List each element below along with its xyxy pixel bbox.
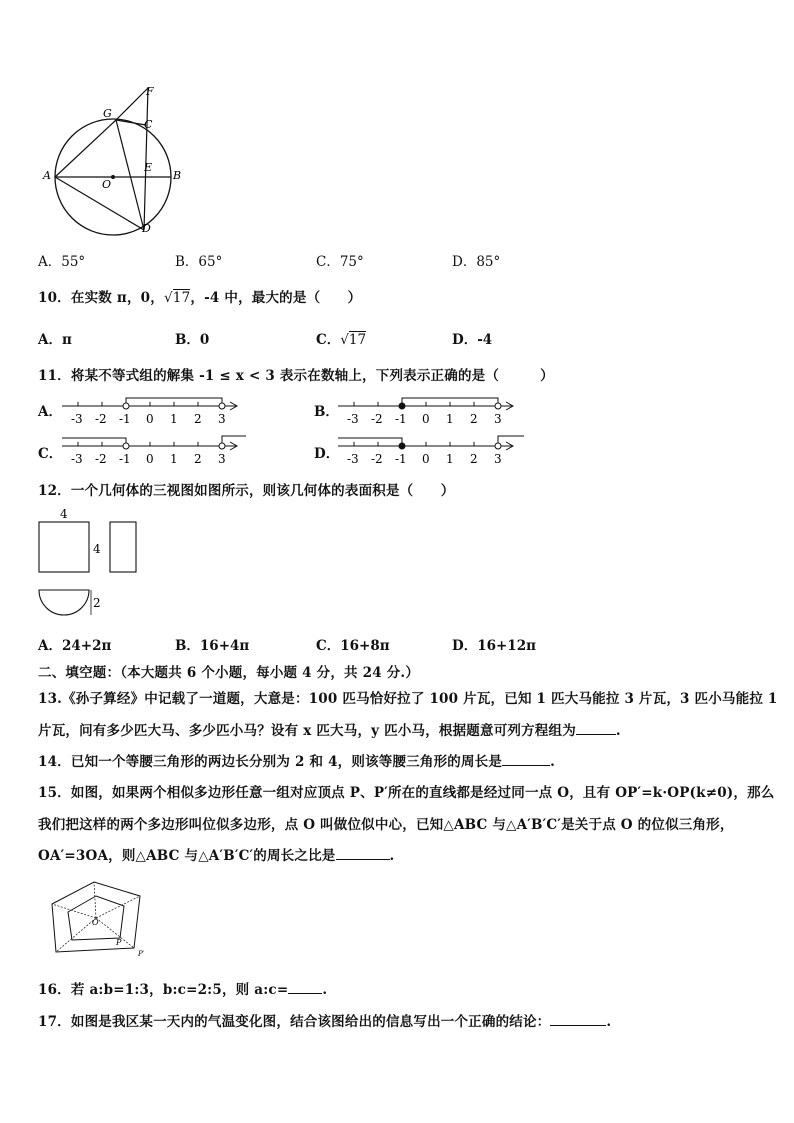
label-g: G [103,107,112,120]
svg-text:1: 1 [170,412,178,426]
section-heading: 二、填空题：（本大题共 6 个小题，每小题 4 分，共 24 分.） [38,665,420,681]
numberline-b [336,394,518,428]
q12-option-b: B．16+4π [175,638,250,654]
q11-option-b-label: B． [314,404,339,420]
three-view-figure [34,504,154,628]
label-e: E [144,161,153,174]
svg-text:-2: -2 [95,412,107,426]
q11-option-d-label: D． [314,446,340,462]
q10-option-d: D．-4 [452,332,493,348]
numberline-d [336,434,528,468]
q12-stem: 12．一个几何体的三视图如图所示，则该几何体的表面积是（ ） [38,483,455,499]
dim-top: 4 [60,507,68,521]
q12-option-a: A．24+2π [38,638,112,654]
sqrt-icon: √ [340,332,349,348]
q9-option-a: A．55° [38,254,86,270]
circle-figure [36,78,186,238]
svg-text:-2: -2 [95,452,107,466]
q10-stem-post: ，-4 中，最大的是（ ） [190,290,362,306]
svg-text:2: 2 [194,412,202,426]
line-gf [116,88,148,120]
svg-text:2: 2 [470,412,478,426]
dim-bottom: 2 [93,596,101,610]
label-p-prime: P′ [138,950,145,958]
q9-option-d: D．85° [452,254,501,270]
svg-text:2: 2 [194,452,202,466]
svg-text:2: 2 [470,452,478,466]
svg-text:-3: -3 [347,452,359,466]
svg-text:0: 0 [146,412,154,426]
sqrt-icon: √ [163,290,173,306]
svg-text:1: 1 [446,452,454,466]
q15-line1: 15．如图，如果两个相似多边形任意一组对应顶点 P、P′所在的直线都是经过同一点 O，且有 OP′=k·OP(k≠0)，那么 [38,785,775,801]
q14: 14．已知一个等腰三角形的两边长分别为 2 和 4，则该等腰三角形的周长是 . [38,754,555,770]
label-b: B [173,169,182,182]
svg-text:1: 1 [170,452,178,466]
label-f: F [146,85,154,98]
q16: 16．若 a:b=1:3，b:c=2:5，则 a:c= . [38,982,328,998]
q15-line3: OA′=3OA，则△ABC 与△A′B′C′的周长之比是 . [38,848,395,864]
q12-option-c: C．16+8π [316,638,390,654]
answer-blank[interactable] [550,1013,606,1026]
q12-option-d: D．16+12π [452,638,536,654]
homothety-figure [46,876,156,960]
q10-option-a: A．π [38,332,72,348]
svg-text:-1: -1 [395,452,407,466]
label-d: D [142,222,151,235]
svg-text:3: 3 [218,452,226,466]
q15-line2: 我们把这样的两个多边形叫位似多边形，点 O 叫做位似中心，已知△ABC 与△A′B′C′是关于点 O 的位似三角形， [38,817,734,833]
chord-ad [55,177,144,230]
svg-text:3: 3 [218,412,226,426]
chord-gd [116,120,144,230]
label-a: A [43,169,51,182]
top-view [39,590,89,615]
front-view [39,522,89,572]
numberline-c [60,434,250,468]
q10-option-c-val: 17 [348,332,367,348]
label-o: O [102,178,112,191]
label-c: C [144,118,153,131]
svg-text:3: 3 [494,412,502,426]
q13-line1: 13.《孙子算经》中记载了一道题，大意是：100 匹马恰好拉了 100 片瓦，已知 1 匹大马能拉 3 片瓦，3 匹小马能拉 1 [38,691,778,707]
svg-text:0: 0 [422,452,430,466]
svg-text:-1: -1 [119,452,131,466]
label-o: O [92,918,99,927]
answer-blank[interactable] [576,722,616,735]
q11-option-c-label: C． [38,446,63,462]
q11-stem: 11．将某不等式组的解集 -1 ≤ x < 3 表示在数轴上，下列表示正确的是（ ） [38,368,554,384]
q13-line2: 片瓦，问有多少匹大马、多少匹小马？设有 x 匹大马，y 匹小马，根据题意可列方程组为 . [38,723,621,739]
q10-option-b: B．0 [175,332,210,348]
svg-text:0: 0 [422,412,430,426]
svg-text:0: 0 [146,452,154,466]
line-fd [144,88,148,230]
svg-text:-1: -1 [395,412,407,426]
answer-blank[interactable] [502,753,550,766]
center-point [111,175,115,179]
q9-option-b: B．65° [175,254,223,270]
q10-stem [38,286,361,306]
answer-blank[interactable] [288,981,322,994]
svg-text:3: 3 [494,452,502,466]
q17: 17．如图是我区某一天内的气温变化图，结合该图给出的信息写出一个正确的结论： . [38,1014,612,1030]
q10-option-c-prefix: C． [316,332,341,348]
chord-ag [55,120,116,177]
svg-text:-3: -3 [71,452,83,466]
q11-option-a-label: A． [38,404,62,420]
q9-option-c: C．75° [316,254,364,270]
q10-stem-pre: 10．在实数 π，0， [38,290,164,306]
numberline-a [60,394,242,428]
svg-text:-2: -2 [371,412,383,426]
answer-blank[interactable] [336,847,390,860]
svg-text:-3: -3 [347,412,359,426]
svg-text:-3: -3 [71,412,83,426]
side-view [110,522,136,572]
svg-text:1: 1 [446,412,454,426]
label-p: P [116,938,122,947]
q10-option-c [316,328,366,348]
q10-sqrt-val: 17 [172,290,191,306]
line-gc [116,120,146,125]
dim-side: 4 [93,542,101,556]
svg-text:-2: -2 [371,452,383,466]
svg-text:-1: -1 [119,412,131,426]
